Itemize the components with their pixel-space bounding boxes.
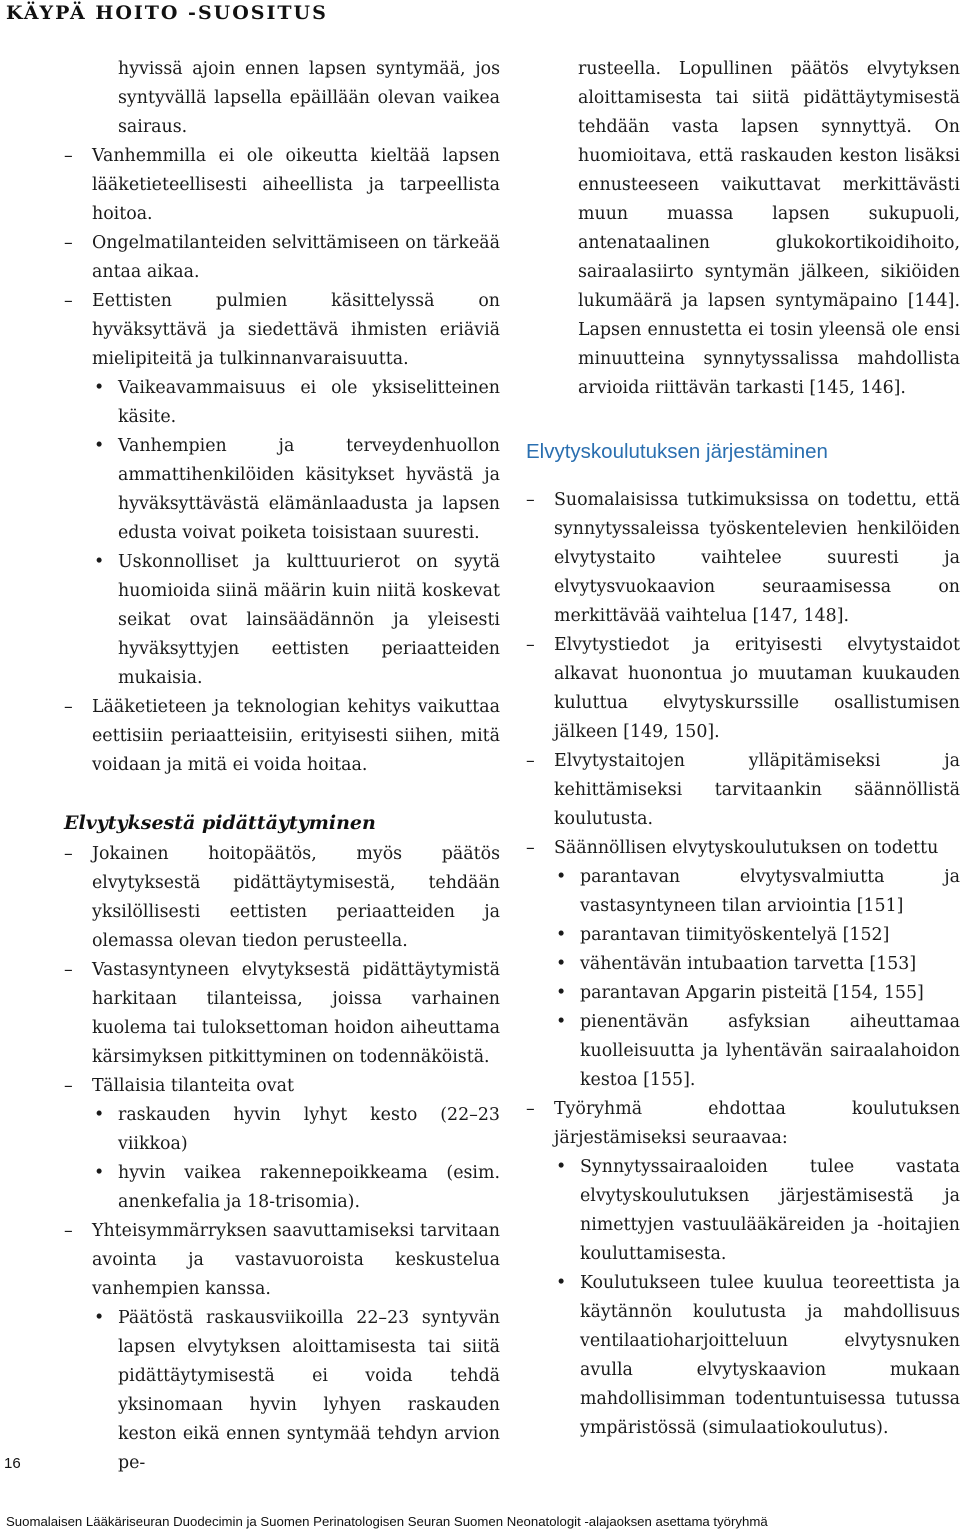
running-header: KÄYPÄ HOITO -SUOSITUS	[6, 2, 328, 24]
bullet-item: • Koulutukseen tulee kuulua teoreettista ja käytännön koulutusta ja mahdollisuus ventilaatioharjoitteluun elvytysnuken avulla elvytyskaavion mukaan mahdollisimman todentuntuisessa tutussa ympäristössä (simulaatiokoulutus).	[526, 1269, 960, 1443]
bullet-item: • Vaikeavammaisuus ei ole yksiselitteinen käsite.	[64, 374, 500, 432]
continuation-text: rusteella. Lopullinen päätös elvytyksen aloittamisesta tai siitä pidättäytymisestä tehdään vasta lapsen synnyttyä. On huomioitava, että raskauden keston lisäksi ennusteeseen vaikuttavat merkittävästi muun muassa lapsen sukupuoli, antenataalinen glukokortikoidihoito, sairaalasiirto syntymän jälkeen, sikiöiden lukumäärä ja lapsen syntymäpaino [144]. Lapsen ennustetta ei tosin yleensä ole ensi minuutteina synnytyssalissa mahdollista arvioida riittävän tarkasti [145, 146].	[578, 59, 960, 398]
list-item: – Jokainen hoitopäätös, myös päätös elvytyksestä pidättäytymisestä, tehdään yksilöllisesti eettisten periaatteiden ja olemassa olevan tiedon perusteella.	[64, 840, 500, 956]
list-item: – Suomalaisissa tutkimuksissa on todettu, että synnytyssaleissa työskentelevien henkilöiden elvytystaito vaihtelee suuresti ja elvytysvuokaavion seuraamisessa on merkittävää vaihtelua [147, 148].	[526, 486, 960, 631]
list-item: – Vanhemmilla ei ole oikeutta kieltää lapsen lääketieteellisesti aiheellista ja tarpeellista hoitoa.	[64, 142, 500, 229]
bullet-item: • parantavan Apgarin pisteitä [154, 155]	[526, 979, 960, 1008]
footer-text: Suomalaisen Lääkäriseuran Duodecimin ja Suomen Perinatologisen Seuran Suomen Neonatologit -alajaoksen asettama työryhmä	[6, 1514, 768, 1529]
right-column	[526, 55, 960, 1443]
bullet-item: • raskauden hyvin lyhyt kesto (22–23 viikkoa)	[64, 1101, 500, 1159]
list-item: – Työryhmä ehdottaa koulutuksen järjestämiseksi seuraavaa:	[526, 1095, 960, 1153]
bullet-item: • Vanhempien ja terveydenhuollon ammattihenkilöiden käsitykset hyvästä ja hyväksyttävästä elämänlaadusta ja lapsen edusta voivat poiketa toisistaan suuresti.	[64, 432, 500, 548]
bullet-item: • hyvin vaikea rakennepoikkeama (esim. anenkefalia ja 18-trisomia).	[64, 1159, 500, 1217]
list-item: – Yhteisymmärryksen saavuttamiseksi tarvitaan avointa ja vastavuoroista keskustelua vanhempien kanssa.	[64, 1217, 500, 1304]
list-item: – Elvytystiedot ja erityisesti elvytystaidot alkavat huonontua jo muutaman kuukauden kuluttua elvytyskurssille osallistumisen jälkeen [149, 150].	[526, 631, 960, 747]
section-heading: Elvytyksestä pidättäytyminen	[64, 812, 376, 834]
list-item: – Lääketieteen ja teknologian kehitys vaikuttaa eettisiin periaatteisiin, erityisesti siihen, mitä voidaan ja mitä ei voida hoitaa.	[64, 693, 500, 780]
list-item: – Tällaisia tilanteita ovat	[64, 1072, 500, 1101]
bullet-item: • Päätöstä raskausviikoilla 22–23 syntyvän lapsen elvytyksen aloittamisesta tai siitä pidättäytymisestä ei voida tehdä yksinomaan hyvin lyhyen raskauden keston eikä ennen syntymää tehdyn arvion pe-	[64, 1304, 500, 1478]
bullet-item: • Uskonnolliset ja kulttuurierot on syytä huomioida siinä määrin kuin niitä koskevat seikat ovat lainsäädännön ja yleisesti hyväksyttyjen eettisten periaatteiden mukaisia.	[64, 548, 500, 693]
list-item: – Elvytystaitojen ylläpitämiseksi ja kehittämiseksi tarvitaankin säännöllistä koulutusta.	[526, 747, 960, 834]
continuation-text: hyvissä ajoin ennen lapsen syntymää, jos syntyvällä lapsella epäillään olevan vaikea sairaus.	[118, 59, 500, 137]
list-item: – Eettisten pulmien käsittelyssä on hyväksyttävä ja siedettävä ihmisten eriäviä mielipiteitä ja tulkinnanvaraisuutta.	[64, 287, 500, 374]
left-column	[64, 55, 500, 1478]
bullet-item: • Synnytyssairaaloiden tulee vastata elvytyskoulutuksen järjestämisestä ja nimettyjen vastuulääkäreiden ja -hoitajien kouluttamisesta.	[526, 1153, 960, 1269]
bullet-item: • parantavan tiimityöskentelyä [152]	[526, 921, 960, 950]
section-heading: Elvytyskoulutuksen järjestäminen	[526, 440, 828, 463]
list-item: – Vastasyntyneen elvytyksestä pidättäytymistä harkitaan tilanteissa, joissa varhainen kuolema tai tuloksettoman hoidon aiheuttama kärsimyksen pitkittyminen on todennäköistä.	[64, 956, 500, 1072]
bullet-item: • pienentävän asfyksian aiheuttamaa kuolleisuutta ja lyhentävän sairaalahoidon kestoa [155].	[526, 1008, 960, 1095]
bullet-item: • vähentävän intubaation tarvetta [153]	[526, 950, 960, 979]
list-item: – Säännöllisen elvytyskoulutuksen on todettu	[526, 834, 960, 863]
list-item: – Ongelmatilanteiden selvittämiseen on tärkeää antaa aikaa.	[64, 229, 500, 287]
page-number: 16	[4, 1455, 21, 1472]
bullet-item: • parantavan elvytysvalmiutta ja vastasyntyneen tilan arviointia [151]	[526, 863, 960, 921]
